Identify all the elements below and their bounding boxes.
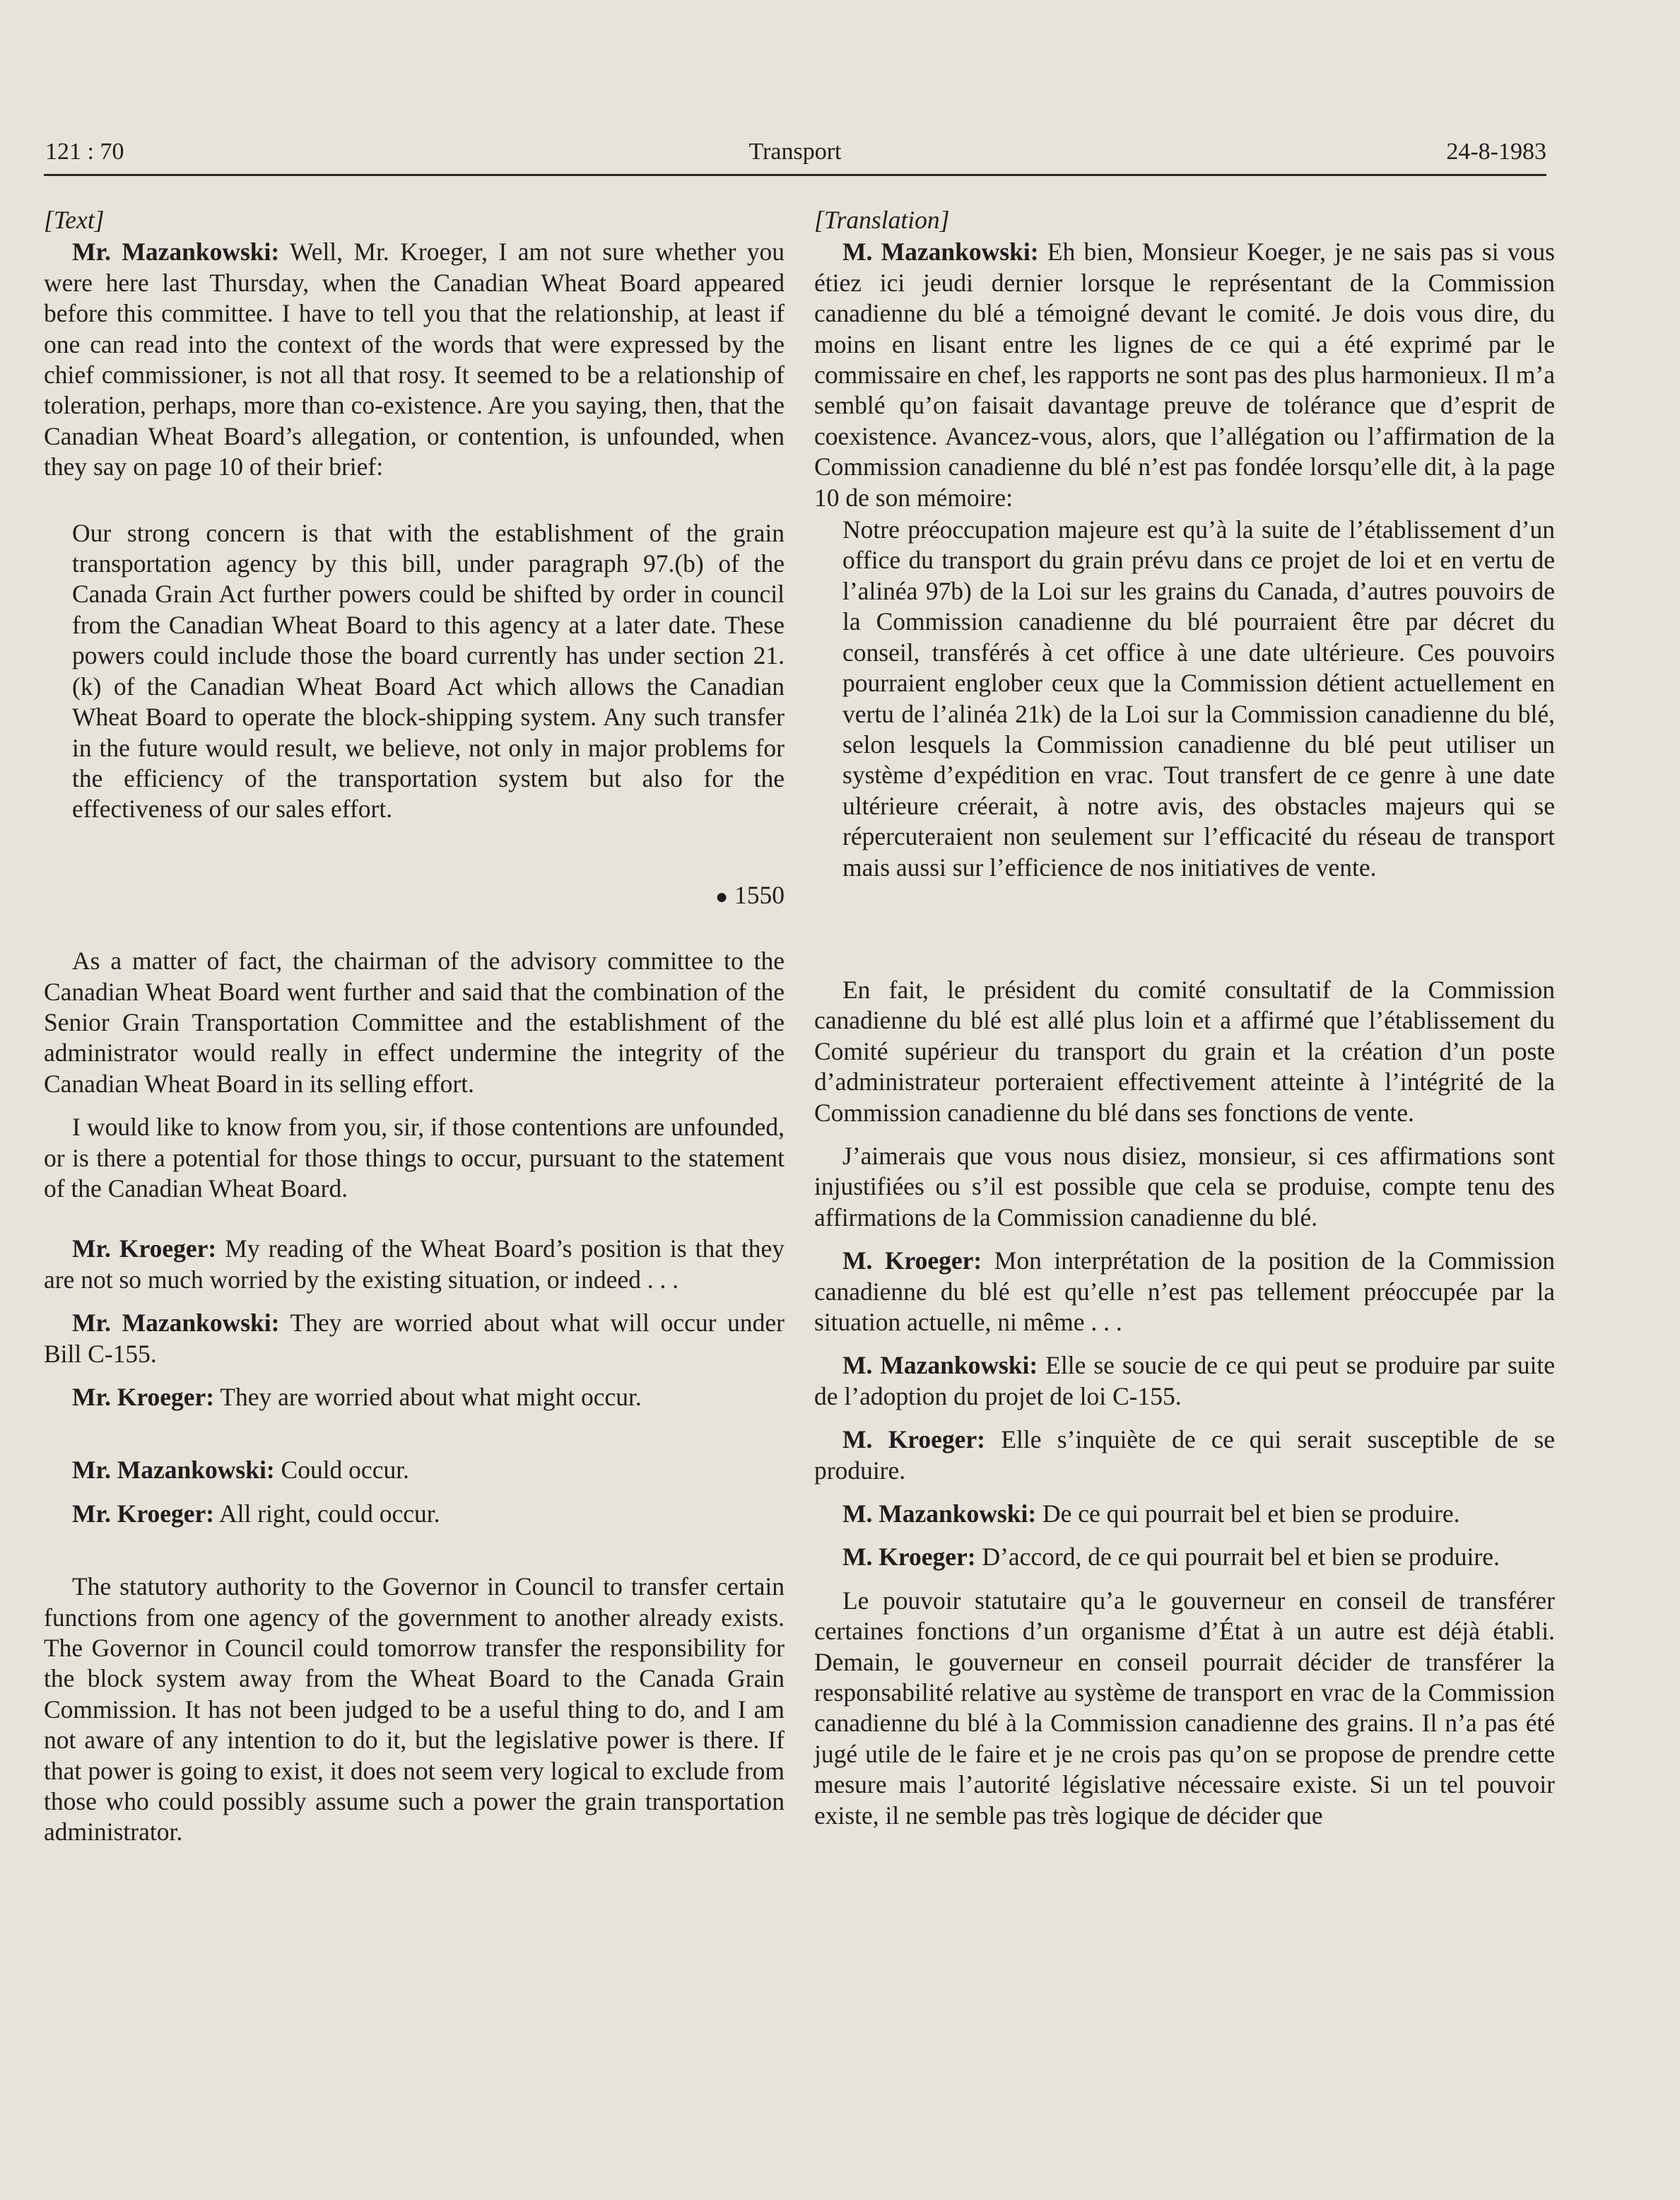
paragraph: The statutory authority to the Governor in Council to transfer certain functions from one agency of the government to another already exists. The Governor in Council could tomorrow transfer the responsibility for the block system away from the Wheat Board to the Canada Grain Commission. It has not been judged to be a useful thing to do, and I am not aware of any intention to do it, but the legislative power is there. If that power is going to exist, it does not seem very logical to exclude from those who could possibly assume such a power the grain transportation administrator. — [44, 1572, 785, 1847]
paragraph — [44, 1499, 785, 1529]
paragraph — [44, 1308, 785, 1369]
speaker-name: M. Mazankowski: — [842, 1499, 1037, 1528]
speech-text: De ce qui pourrait bel et bien se produire. — [1036, 1499, 1460, 1528]
speech-text: D’accord, de ce qui pourrait bel et bien se produire. — [975, 1543, 1500, 1572]
block-quote: Notre préoccupation majeure est qu’à la suite de l’établissement d’un office du transport du grain prévu dans ce projet de loi et en vertu de l’alinéa 97b) de la Loi sur les grains du Canada, d’autres pouvoirs de la Commission canadienne du blé pourraient être par décret du conseil, transférés à cet office à une date ultérieure. Ces pouvoirs pourraient englober ceux que la Commission détient actuellement en vertu de l’alinéa 21k) de la Loi sur la Commission canadienne du blé, selon lesquels la Commission canadienne du blé peut utiliser un système d’expédition en vrac. Tout transfert de ce genre à une date ultérieure créerait, à notre avis, des obstacles majeurs qui se répercuteraient non seulement sur l’efficacité du réseau de transport mais aussi sur l’efficience de nos initiatives de vente. — [842, 515, 1555, 882]
block-quote: Our strong concern is that with the establishment of the grain transportation agency by this bill, under paragraph 97.(b) of the Canada Grain Act further powers could be shifted by order in council from the Canadian Wheat Board to this agency at a later date. These powers could include those the board currently has under section 21.(k) of the Canadian Wheat Board Act which allows the Canadian Wheat Board to operate the block-shipping system. Any such transfer in the future would result, we believe, not only in major problems for the efficiency of the transportation system but also for the effectiveness of our sales effort. — [72, 518, 785, 824]
french-column — [814, 205, 1555, 1831]
speaker-name: Mr. Kroeger: — [72, 1499, 215, 1528]
speaker-name: Mr. Mazankowski: — [72, 238, 280, 267]
paragraph — [44, 1234, 785, 1295]
time-marker-value: 1550 — [734, 880, 785, 909]
sitting-date: 24-8-1983 — [1446, 139, 1546, 165]
time-marker — [44, 880, 785, 912]
speaker-name: Mr. Kroeger: — [72, 1383, 215, 1411]
speech-text: They are worried about what might occur. — [214, 1383, 642, 1411]
speech-text: Could occur. — [274, 1456, 409, 1485]
speaker-name: Mr. Kroeger: — [72, 1234, 217, 1263]
paragraph — [814, 1246, 1555, 1338]
paragraph — [44, 1455, 785, 1485]
bullet-icon: ● — [715, 884, 729, 908]
speech-text: Well, Mr. Kroeger, I am not sure whether you were here last Thursday, when the Canadian Wheat Board appeared before this committee. I have to tell you that the relationship, at least if one can read into the context of the words that were expressed by the chief commissioner, is not all that rosy. It seemed to be a relationship of toleration, perhaps, more than co-existence. Are you saying, then, that the Canadian Wheat Board’s allegation, or contention, is unfounded, when they say on page 10 of their brief: — [44, 238, 785, 481]
speech-text: Elle se soucie de ce qui peut se produire par suite de l’adoption du projet de loi C-155. — [814, 1351, 1555, 1410]
paragraph — [814, 1350, 1555, 1412]
paragraph — [814, 1542, 1555, 1572]
translation-label: [Translation] — [814, 206, 950, 234]
speaker-name: Mr. Mazankowski: — [72, 1309, 280, 1338]
speech-text: My reading of the Wheat Board’s position is that they are not so much worried by the existing situation, or indeed . . . — [44, 1234, 785, 1294]
paragraph — [44, 237, 785, 482]
paragraph — [814, 237, 1555, 513]
speaker-name: M. Kroeger: — [842, 1246, 982, 1275]
english-column — [44, 205, 785, 1848]
speech-text: Mon interprétation de la position de la Commission canadienne du blé est qu’elle n’est pas tellement préoccupée par la situation actuelle, ni même . . . — [814, 1246, 1556, 1336]
speech-text: Elle s’inquiète de ce qui serait susceptible de se produire. — [814, 1425, 1556, 1485]
speaker-name: M. Mazankowski: — [842, 238, 1039, 267]
running-title: Transport — [748, 139, 842, 165]
paragraph — [814, 1499, 1555, 1529]
page-number: 121 : 70 — [45, 139, 124, 165]
paragraph: As a matter of fact, the chairman of the advisory committee to the Canadian Wheat Board went further and said that the combination of the Senior Grain Transportation Committee and the establishment of the administrator would really in effect undermine the integrity of the Canadian Wheat Board in its selling effort. — [44, 947, 785, 1098]
paragraph: J’aimerais que vous nous disiez, monsieur, si ces affirmations sont injustifiées ou s’il est possible que cela se produise, compte tenu des affirmations de la Commission canadienne du blé. — [814, 1141, 1555, 1231]
page-header — [44, 134, 1546, 176]
paragraph: Le pouvoir statutaire qu’a le gouverneur en conseil de transférer certaines fonctions d’un organisme d’État à un autre est déjà établi. Demain, le gouverneur en conseil pourrait décider de transférer la responsabilité relative au système de transport en vrac de la Commission canadienne du blé à la Commission canadienne des grains. Il n’a pas été jugé utile de le faire et je ne crois pas qu’on se propose de prendre cette mesure mais l’autorité législative nécessaire existe. Si un tel pouvoir existe, il ne semble pas très logique de décider que — [814, 1586, 1555, 1830]
speech-text: They are worried about what will occur under Bill C-155. — [44, 1309, 785, 1368]
speech-text: Eh bien, Monsieur Koeger, je ne sais pas si vous étiez ici jeudi dernier lorsque le représentant de la Commission canadienne du blé a témoigné devant le comité. Je dois vous dire, du moins en lisant entre les lignes de ce qui a été exprimé par le commissaire en chef, les rapports ne sont pas des plus harmonieux. Il m’a semblé qu’on faisait davantage preuve de tolérance que d’esprit de coexistence. Avancez-vous, alors, que l’allégation ou l’affirmation de la Commission canadienne du blé n’est pas fondée lorsqu’elle dit, à la page 10 de son mémoire: — [814, 238, 1555, 512]
speech-text: All right, could occur. — [214, 1499, 440, 1528]
paragraph: I would like to know from you, sir, if those contentions are unfounded, or is there a potential for those things to occur, pursuant to the statement of the Canadian Wheat Board. — [44, 1113, 785, 1203]
text-label: [Text] — [44, 206, 105, 234]
paragraph: En fait, le président du comité consultatif de la Commission canadienne du blé est allé plus loin et a affirmé que l’établissement du Comité supérieur du transport du grain et la création d’un poste d’administrateur porteraient effectivement atteinte à l’intégrité de la Commission canadienne du blé dans ses fonctions de vente. — [814, 975, 1555, 1127]
speaker-name: M. Kroeger: — [842, 1425, 986, 1454]
speaker-name: M. Mazankowski: — [842, 1351, 1038, 1380]
speaker-name: Mr. Mazankowski: — [72, 1456, 275, 1485]
paragraph — [814, 1424, 1555, 1486]
paragraph — [44, 1382, 785, 1412]
speaker-name: M. Kroeger: — [842, 1543, 976, 1572]
